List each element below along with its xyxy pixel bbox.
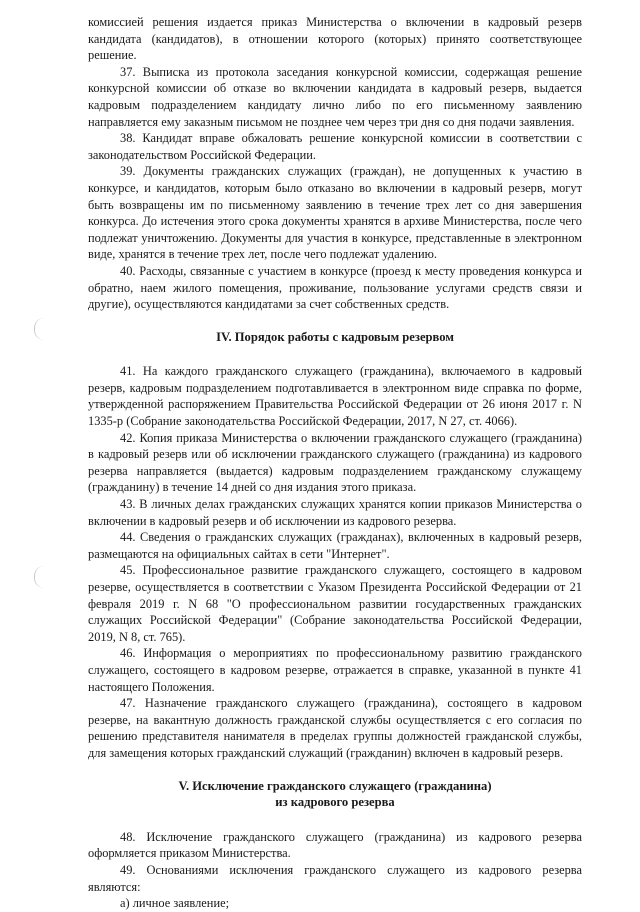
scan-artifact-mark (34, 318, 45, 340)
paragraph-41: 41. На каждого гражданского служащего (гражданина), включаемого в кадровый резерв, кадровым подразделением подготавливается в электронном виде справка по форме, утвержденной распоряжением Правительства Российской Федерации от 26 июня 2017 г. N 1335-р (Собрание законодательства Российской Федерации, 2017, N 27, ст. 4066). (88, 364, 582, 429)
paragraph-46: 46. Информация о мероприятиях по профессиональному развитию гражданского служащего, состоящего в кадровом резерве, отражается в справке, указанной в пункте 41 настоящего Положения. (88, 646, 582, 694)
paragraph-49-item-a: а) личное заявление; (120, 896, 230, 911)
section-v-heading-line1: V. Исключение гражданского служащего (гражданина) (178, 778, 492, 793)
paragraph-40: 40. Расходы, связанные с участием в конкурсе (проезд к месту проведения конкурса и обратно, наем жилого помещения, проживание, пользование услугами средств связи и другие), осуществляются кандидатами за счет собственных средств. (88, 263, 582, 312)
section-iv-heading: IV. Порядок работы с кадровым резервом (216, 329, 454, 344)
paragraph-45: 45. Профессиональное развитие гражданского служащего, состоящего в кадровом резерве, осуществляется в соответствии с Указом Президента Российской Федерации от 21 февраля 2019 г. N 68 "О профессиональном развитии государственных гражданских служащих Российской Федерации" (Собрание законодательства Российской Федерации, 2019, N 8, ст. 765). (88, 563, 582, 644)
section-v-heading-line2: из кадрового резерва (275, 795, 395, 810)
scan-artifact-mark (34, 566, 45, 588)
paragraph-47: 47. Назначение гражданского служащего (гражданина), состоящего в кадровом резерве, на вакантную должность гражданской службы осуществляется с его согласия по решению представителя нанимателя в пределах группы должностей гражданской службы, для замещения которых гражданский служащий (гражданин) включен в кадровый резерв. (88, 696, 582, 760)
paragraph-49: 49. Основаниями исключения гражданского служащего из кадрового резерва являются: (88, 862, 582, 894)
paragraph-continuation: комиссией решения издается приказ Министерства о включении в кадровый резерв кандидата (кандидатов), в отношении которого (которых) принято соответствующее решение. (88, 15, 582, 63)
paragraph-43: 43. В личных делах гражданских служащих хранятся копии приказов Министерства о включении в кадровый резерв и об исключении из кадрового резерва. (88, 497, 582, 528)
paragraph-39: 39. Документы гражданских служащих (граждан), не допущенных к участию в конкурсе, и кандидатов, которым было отказано во включении в кадровый резерв, могут быть возвращены им по письменному заявлению в течение трех лет со дня завершения конкурса. До истечения этого срока документы хранятся в архиве Министерства, после чего подлежат уничтожению. Документы для участия в конкурсе, представленные в электронном виде, хранятся в течение трех лет, после чего подлежат удалению. (88, 164, 582, 262)
paragraph-42: 42. Копия приказа Министерства о включении гражданского служащего (гражданина) в кадровый резерв или об исключении гражданского служащего (гражданина) из кадрового резерва направляется (выдается) кадровым подразделением гражданскому служащему (гражданину) в течение 14 дней со дня издания этого приказа. (88, 430, 582, 495)
paragraph-44: 44. Сведения о гражданских служащих (гражданах), включенных в кадровый резерв, размещаются на официальных сайтах в сети "Интернет". (88, 530, 582, 561)
paragraph-38: 38. Кандидат вправе обжаловать решение конкурсной комиссии в соответствии с законодательством Российской Федерации. (88, 131, 582, 162)
paragraph-48: 48. Исключение гражданского служащего (гражданина) из кадрового резерва оформляется приказом Министерства. (88, 829, 582, 861)
paragraph-37: 37. Выписка из протокола заседания конкурсной комиссии, содержащая решение конкурсной комиссии об отказе во включении кандидата в кадровый резерв, выдается кадровым подразделением кандидату лично либо по его письменному заявлению направляется ему заказным письмом не позднее чем через три дня со дня подачи заявления. (88, 64, 582, 129)
